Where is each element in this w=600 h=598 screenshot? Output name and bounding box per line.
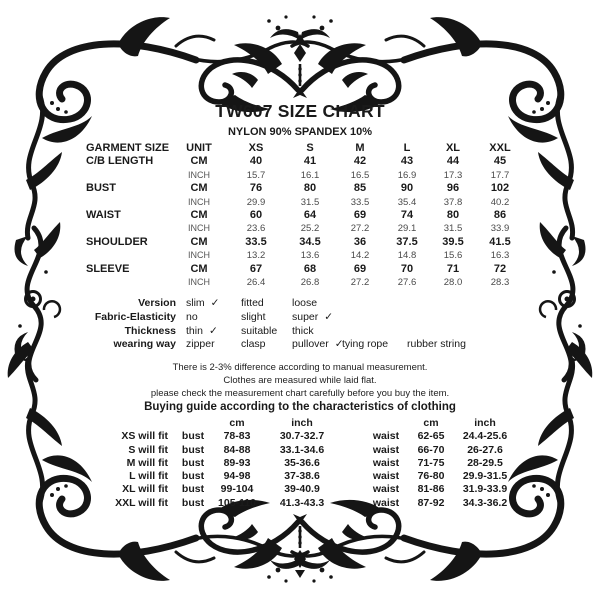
measurement-label xyxy=(86,222,170,235)
guide-spacer xyxy=(344,497,366,510)
measurement-value: 15.6 xyxy=(443,250,463,262)
guide-header-row xyxy=(95,417,514,430)
guide-inch-range: 37-38.6 xyxy=(284,470,320,483)
measurement-value: 16.3 xyxy=(490,250,510,262)
feature-option-text: pullover xyxy=(292,338,329,351)
measurement-value: 27.2 xyxy=(350,223,370,235)
guide-spacer xyxy=(344,430,366,443)
size-table-row xyxy=(86,196,524,209)
size-table-row xyxy=(86,155,524,168)
guide-inch-range: 29.9-31.5 xyxy=(462,470,508,483)
measurement-value: 36 xyxy=(353,235,367,248)
measurement-value: 64 xyxy=(303,209,317,222)
guide-inch-range: 31.9-33.9 xyxy=(462,483,508,496)
measurement-label: BUST xyxy=(86,182,116,195)
measurement-label xyxy=(86,169,170,182)
feature-row xyxy=(86,311,546,325)
measurement-value: 14.8 xyxy=(397,250,417,262)
measurement-value: 37.5 xyxy=(396,235,418,248)
guide-cm-range: 89-93 xyxy=(223,456,251,469)
size-table-row xyxy=(86,169,524,182)
feature-option xyxy=(186,325,241,339)
guide-inch-range: 24.4-25.6 xyxy=(462,430,508,443)
guide-part-label: bust xyxy=(181,430,205,443)
size-table-header-row xyxy=(86,142,524,155)
guide-inch-range: 33.1-34.6 xyxy=(279,443,325,456)
guide-inch-range: 30.7-32.7 xyxy=(279,430,325,443)
feature-option-text: tying rope xyxy=(342,338,389,351)
guide-cm-range: 62-65 xyxy=(417,430,445,443)
measurement-label xyxy=(86,276,170,289)
guide-row xyxy=(95,457,514,470)
unit-header: UNIT xyxy=(186,142,212,154)
size-table-row xyxy=(86,249,524,262)
guide-part-label: bust xyxy=(181,470,205,483)
measurement-value: 86 xyxy=(493,209,507,222)
guide-column-header: cm xyxy=(423,417,439,429)
measurement-value: 17.3 xyxy=(443,169,463,181)
feature-label: Thickness xyxy=(124,324,176,337)
size-table-row xyxy=(86,263,524,276)
measurement-value: 14.2 xyxy=(350,250,370,262)
unit-cell: CM xyxy=(190,182,208,195)
guide-column-header: inch xyxy=(474,417,496,429)
measurement-value: 80 xyxy=(303,182,317,195)
unit-cell: CM xyxy=(190,235,208,248)
guide-row xyxy=(95,483,514,496)
guide-inch-range: 41.3-43.3 xyxy=(279,496,325,509)
measurement-value: 13.6 xyxy=(300,250,320,262)
feature-row xyxy=(86,338,546,352)
measurement-value: 69 xyxy=(353,262,367,275)
feature-option-text: thin xyxy=(186,324,203,337)
feature-option xyxy=(292,297,342,311)
guide-spacer xyxy=(344,457,366,470)
size-column-header: XXL xyxy=(489,142,511,154)
unit-cell: INCH xyxy=(188,196,210,207)
size-column-header: M xyxy=(355,142,365,154)
measurement-value: 68 xyxy=(303,262,317,275)
feature-options xyxy=(186,311,342,325)
guide-header-spacer xyxy=(344,417,366,430)
guide-inch-range: 34.3-36.2 xyxy=(462,496,508,509)
feature-label: Version xyxy=(138,297,176,309)
garment-size-header: GARMENT SIZE xyxy=(86,142,170,154)
feature-option xyxy=(186,338,241,352)
size-column-header: S xyxy=(306,142,314,154)
feature-option-text: suitable xyxy=(241,324,278,337)
guide-part-label: bust xyxy=(181,483,205,496)
feature-row xyxy=(86,325,546,339)
measurement-value: 102 xyxy=(490,182,510,195)
guide-size-label: L will fit xyxy=(129,470,168,483)
feature-option-text: super xyxy=(292,310,319,323)
measurement-value: 16.5 xyxy=(350,169,370,181)
unit-cell: INCH xyxy=(188,250,210,261)
guide-row xyxy=(95,444,514,457)
guide-part-label: waist xyxy=(372,456,400,469)
guide-cm-range: 87-92 xyxy=(417,496,445,509)
guide-part-label: waist xyxy=(372,430,400,443)
feature-option-text: clasp xyxy=(241,338,266,351)
guide-part-label: waist xyxy=(372,443,400,456)
measurement-value: 43 xyxy=(400,155,414,168)
measurement-value: 40.2 xyxy=(490,196,510,208)
size-table-row xyxy=(86,209,524,222)
size-measurement-table xyxy=(86,142,524,289)
unit-cell: INCH xyxy=(188,277,210,288)
feature-label: Fabric-Elasticity xyxy=(94,310,176,323)
measurement-value: 29.1 xyxy=(397,223,417,235)
measurement-value: 31.5 xyxy=(300,196,320,208)
measurement-value: 25.2 xyxy=(300,223,320,235)
measurement-value: 15.7 xyxy=(246,169,266,181)
guide-inch-range: 26-27.6 xyxy=(467,443,503,456)
guide-size-label: XXL will fit xyxy=(115,496,168,509)
measurement-value: 27.6 xyxy=(397,277,417,289)
measurement-value: 35.4 xyxy=(397,196,417,208)
guide-cm-range: 94-98 xyxy=(223,470,251,483)
measurement-label xyxy=(86,196,170,209)
feature-option xyxy=(342,338,407,352)
guide-cm-range: 81-86 xyxy=(417,483,445,496)
feature-option xyxy=(186,311,241,325)
size-table-row xyxy=(86,236,524,249)
guide-cm-range: 76-80 xyxy=(417,470,445,483)
garment-features-list xyxy=(86,297,546,352)
feature-option xyxy=(292,311,342,325)
measurement-value: 31.5 xyxy=(443,223,463,235)
unit-cell: INCH xyxy=(188,223,210,234)
feature-option xyxy=(186,297,241,311)
guide-row xyxy=(95,470,514,483)
measurement-value: 69 xyxy=(353,209,367,222)
note-line: please check the measurement chart carefully before you buy the item. xyxy=(150,388,450,399)
measurement-label: SLEEVE xyxy=(86,262,130,275)
measurement-value: 40 xyxy=(249,155,263,168)
checkmark-icon: ✓ xyxy=(334,338,344,351)
feature-option xyxy=(407,338,492,352)
guide-size-label: M will fit xyxy=(126,456,168,469)
guide-cm-range: 71-75 xyxy=(417,456,445,469)
guide-part-label: bust xyxy=(181,443,205,456)
feature-option-text: thick xyxy=(292,324,314,337)
feature-option xyxy=(292,325,342,339)
measurement-value: 37.8 xyxy=(443,196,463,208)
feature-option-text: fitted xyxy=(241,297,264,309)
guide-row xyxy=(95,497,514,510)
guide-inch-range: 35-36.6 xyxy=(284,456,320,469)
feature-row xyxy=(86,297,546,311)
feature-option xyxy=(292,338,342,352)
unit-cell: CM xyxy=(190,155,208,168)
measurement-value: 17.7 xyxy=(490,169,510,181)
checkmark-icon: ✓ xyxy=(324,310,334,323)
feature-options xyxy=(186,338,492,352)
measurement-label: WAIST xyxy=(86,209,121,222)
measurement-value: 60 xyxy=(249,209,263,222)
buying-guide-table xyxy=(95,417,514,510)
measurement-value: 33.5 xyxy=(350,196,370,208)
measurement-value: 90 xyxy=(400,182,414,195)
size-table-row xyxy=(86,276,524,289)
feature-option xyxy=(241,338,292,352)
measurement-value: 33.9 xyxy=(490,223,510,235)
measurement-value: 33.5 xyxy=(245,235,267,248)
measurement-label: SHOULDER xyxy=(86,235,148,248)
measurement-value: 13.2 xyxy=(246,250,266,262)
measurement-value: 45 xyxy=(493,155,507,168)
measurement-value: 26.8 xyxy=(300,277,320,289)
feature-options xyxy=(186,297,342,311)
buying-guide-heading: Buying guide according to the characteristics of clothing xyxy=(144,401,456,413)
guide-cm-range: 66-70 xyxy=(417,443,445,456)
guide-inch-range: 39-40.9 xyxy=(284,483,320,496)
size-column-header: XL xyxy=(445,142,461,154)
guide-cm-range: 99-104 xyxy=(220,483,254,496)
guide-part-label: bust xyxy=(181,456,205,469)
measurement-value: 26.4 xyxy=(246,277,266,289)
measurement-value: 72 xyxy=(493,262,507,275)
guide-part-label: waist xyxy=(372,496,400,509)
guide-header-spacer xyxy=(366,417,406,430)
feature-option-text: slight xyxy=(241,310,266,323)
feature-options xyxy=(186,325,342,339)
guide-column-header: inch xyxy=(291,417,313,429)
measurement-value: 67 xyxy=(249,262,263,275)
feature-option-text: slim xyxy=(186,297,205,309)
guide-part-label: waist xyxy=(372,470,400,483)
guide-size-label: S will fit xyxy=(128,443,168,456)
measurement-value: 28.3 xyxy=(490,277,510,289)
unit-cell: INCH xyxy=(188,169,210,180)
guide-cm-range: 78-83 xyxy=(223,430,251,443)
size-table-row xyxy=(86,182,524,195)
guide-header-spacer xyxy=(95,417,172,430)
measurement-value: 85 xyxy=(353,182,367,195)
measurement-value: 41.5 xyxy=(489,235,511,248)
guide-inch-range: 28-29.5 xyxy=(467,456,503,469)
unit-cell: CM xyxy=(190,262,208,275)
feature-option-text: loose xyxy=(292,297,318,309)
measurement-value: 34.5 xyxy=(299,235,321,248)
guide-cm-range: 84-88 xyxy=(223,443,251,456)
measurement-value: 44 xyxy=(446,155,460,168)
feature-option xyxy=(241,325,292,339)
measurement-label: C/B LENGTH xyxy=(86,155,154,168)
feature-option-text: zipper xyxy=(186,338,215,351)
feature-option-text: rubber string xyxy=(407,338,466,351)
size-column-header: L xyxy=(403,142,411,154)
measurement-value: 28.0 xyxy=(443,277,463,289)
measurement-value: 27.2 xyxy=(350,277,370,289)
checkmark-icon: ✓ xyxy=(210,297,220,309)
guide-spacer xyxy=(344,483,366,496)
feature-option-text: no xyxy=(186,310,198,323)
guide-part-label: waist xyxy=(372,483,400,496)
guide-part-label: bust xyxy=(181,496,205,509)
guide-column-header: cm xyxy=(229,417,245,429)
feature-option xyxy=(241,297,292,311)
measurement-value: 16.9 xyxy=(397,169,417,181)
note-line: There is 2-3% difference according to manual measurement. xyxy=(172,362,428,373)
guide-header-spacer xyxy=(172,417,214,430)
measurement-value: 76 xyxy=(249,182,263,195)
checkmark-icon: ✓ xyxy=(208,324,218,337)
guide-row xyxy=(95,430,514,443)
guide-spacer xyxy=(344,470,366,483)
measurement-value: 74 xyxy=(400,209,414,222)
measurement-value: 39.5 xyxy=(442,235,464,248)
guide-size-label: XL will fit xyxy=(122,483,168,496)
measurement-value: 16.1 xyxy=(300,169,320,181)
measurement-value: 42 xyxy=(353,155,367,168)
guide-cm-range: 105-110 xyxy=(218,496,256,509)
measurement-value: 70 xyxy=(400,262,414,275)
measurement-label xyxy=(86,249,170,262)
page-title: TW607 SIZE CHART xyxy=(215,101,385,121)
measurement-value: 41 xyxy=(303,155,317,168)
measurement-value: 96 xyxy=(446,182,460,195)
measurement-value: 71 xyxy=(446,262,460,275)
measurement-value: 80 xyxy=(446,209,460,222)
guide-size-label: XS will fit xyxy=(121,430,168,443)
feature-label: wearing way xyxy=(113,338,176,351)
size-column-header: XS xyxy=(248,142,264,154)
note-line: Clothes are measured while laid flat. xyxy=(223,375,377,386)
size-table-row xyxy=(86,222,524,235)
feature-option xyxy=(241,311,292,325)
guide-spacer xyxy=(344,444,366,457)
fabric-composition: NYLON 90% SPANDEX 10% xyxy=(227,126,373,138)
measurement-value: 23.6 xyxy=(246,223,266,235)
measurement-value: 29.9 xyxy=(246,196,266,208)
unit-cell: CM xyxy=(190,209,208,222)
